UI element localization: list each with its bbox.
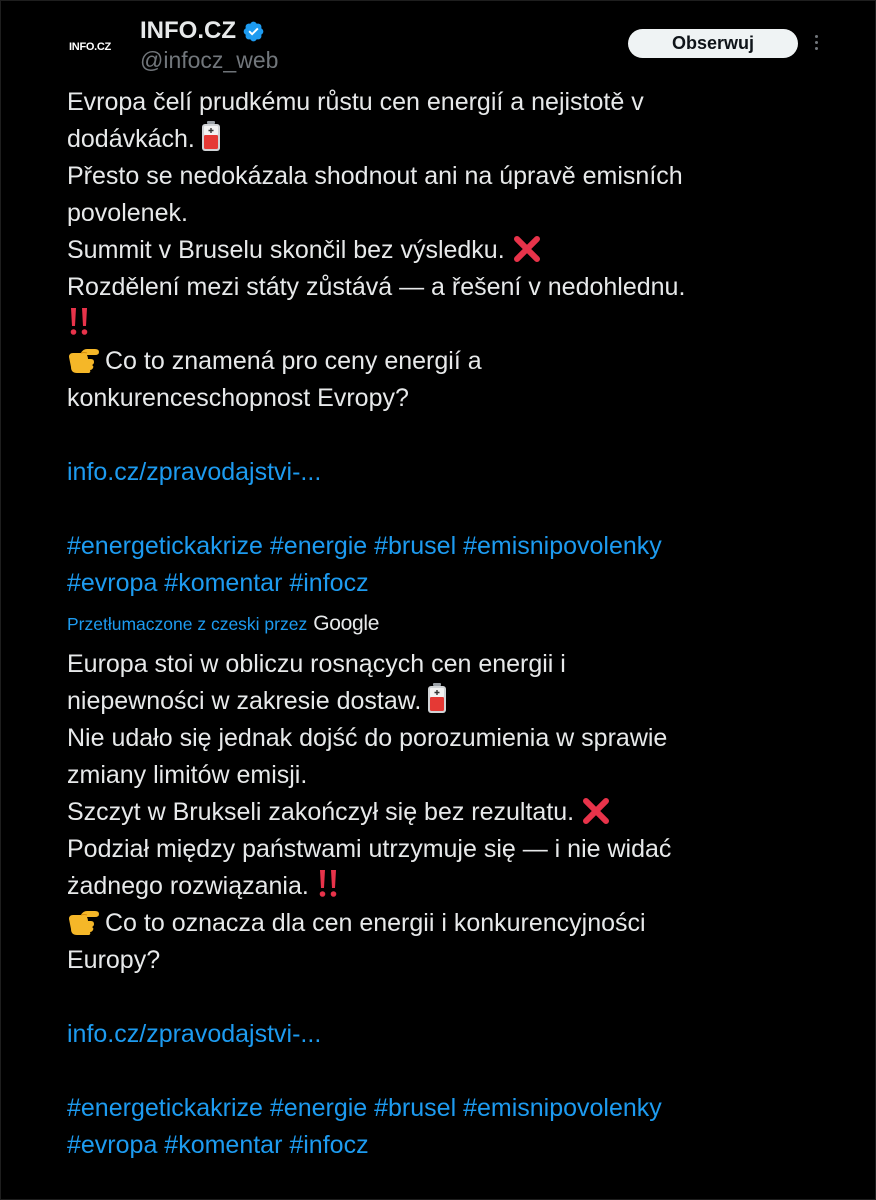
post-text-span: dodávkách. bbox=[67, 125, 195, 153]
article-link[interactable]: info.cz/zpravodajstvi-... bbox=[67, 1020, 322, 1048]
translation-label: Przetłumaczone z czeski przez bbox=[67, 613, 308, 634]
hashtag-line[interactable]: #evropa #komentar #infocz bbox=[67, 569, 369, 597]
post-text-span: Summit v Bruselu skončil bez výsledku. bbox=[67, 236, 505, 264]
user-handle[interactable]: @infocz_web bbox=[140, 47, 279, 73]
spacer bbox=[67, 417, 857, 454]
avatar-logo-text: INFO.CZ bbox=[69, 41, 111, 53]
translated-text-line: Podział między państwami utrzymuje się — i nie widać bbox=[67, 835, 672, 863]
pointing-hand-emoji-icon bbox=[67, 347, 99, 373]
post-text-span: Szczyt w Brukseli zakończył się bez rezultatu. bbox=[67, 798, 575, 826]
translated-text-line: Europy? bbox=[67, 946, 161, 974]
display-name[interactable]: INFO.CZ bbox=[140, 17, 236, 44]
post-text-line: Evropa čelí prudkému růstu cen energií a nejistotě v bbox=[67, 88, 644, 116]
hashtag-line[interactable]: #evropa #komentar #infocz bbox=[67, 1131, 369, 1159]
verified-badge-icon bbox=[242, 20, 265, 43]
translated-text-line: Nie udało się jednak dojść do porozumienia w sprawie bbox=[67, 724, 668, 752]
translated-text-line bbox=[67, 868, 857, 905]
battery-emoji-icon bbox=[201, 121, 221, 151]
article-link[interactable]: info.cz/zpravodajstvi-... bbox=[67, 458, 322, 486]
post-text-line bbox=[67, 306, 857, 343]
pointing-hand-emoji-icon bbox=[67, 909, 99, 935]
post-text-span: niepewności w zakresie dostaw. bbox=[67, 687, 422, 715]
post-text-line bbox=[67, 343, 857, 380]
author-name-row bbox=[140, 15, 278, 47]
post-body bbox=[67, 84, 857, 1164]
more-options-icon[interactable] bbox=[809, 35, 823, 53]
spacer bbox=[67, 979, 857, 1016]
post-text-line: konkurenceschopnost Evropy? bbox=[67, 384, 409, 412]
post-text-line: Přesto se nedokázala shodnout ani na úpravě emisních bbox=[67, 162, 683, 190]
avatar[interactable] bbox=[57, 14, 123, 80]
spacer bbox=[67, 491, 857, 528]
spacer bbox=[67, 1053, 857, 1090]
post-text-span: Co to oznacza dla cen energii i konkurencyjności bbox=[105, 909, 646, 937]
translated-text-line bbox=[67, 905, 857, 942]
battery-emoji-icon bbox=[427, 683, 447, 713]
translated-text-line bbox=[67, 683, 857, 720]
google-logo: Google bbox=[313, 612, 380, 635]
translated-text-line bbox=[67, 794, 857, 831]
post-text-line: povolenek. bbox=[67, 199, 188, 227]
author-block[interactable] bbox=[140, 15, 278, 74]
post-text-line bbox=[67, 121, 857, 158]
post-text-span: Co to znamená pro ceny energií a bbox=[105, 347, 482, 375]
translated-text-line: Europa stoi w obliczu rosnących cen energii i bbox=[67, 650, 566, 678]
post-text-span: żadnego rozwiązania. bbox=[67, 872, 309, 900]
post-text-line bbox=[67, 232, 857, 269]
cross-mark-emoji-icon bbox=[513, 235, 541, 263]
follow-button[interactable]: Obserwuj bbox=[628, 29, 798, 58]
double-exclamation-emoji-icon bbox=[316, 868, 340, 898]
hashtag-line[interactable]: #energetickakrize #energie #brusel #emisnipovolenky bbox=[67, 532, 662, 560]
cross-mark-emoji-icon bbox=[582, 797, 610, 825]
translation-attribution[interactable] bbox=[67, 602, 857, 646]
double-exclamation-emoji-icon bbox=[67, 306, 91, 336]
post-text-line: Rozdělení mezi státy zůstává — a řešení v nedohlednu. bbox=[67, 273, 686, 301]
hashtag-line[interactable]: #energetickakrize #energie #brusel #emisnipovolenky bbox=[67, 1094, 662, 1122]
translated-text-line: zmiany limitów emisji. bbox=[67, 761, 308, 789]
